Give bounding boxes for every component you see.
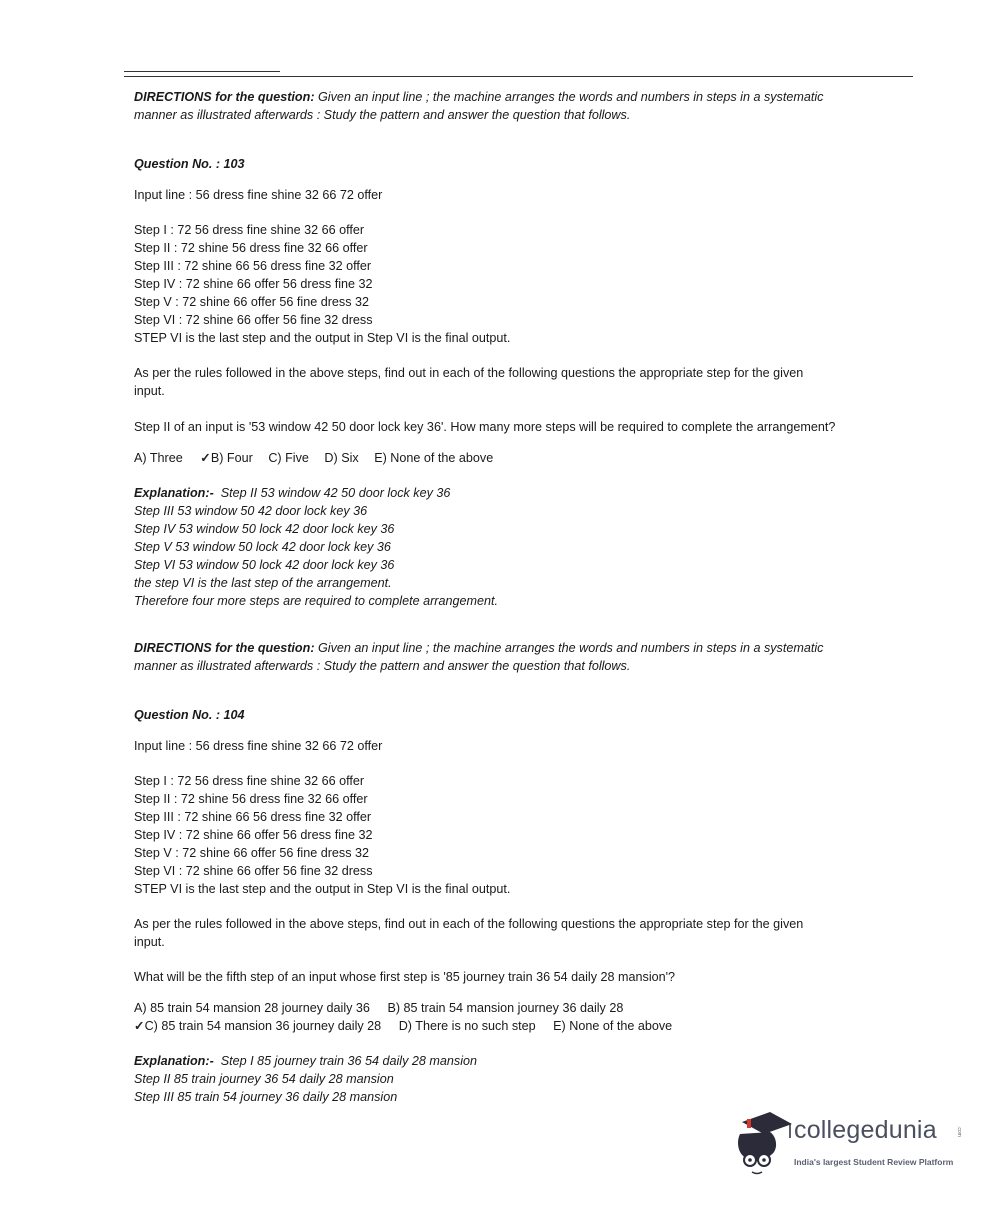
explanation-line (134, 484, 450, 502)
logo-tagline: India's largest Student Review Platform (794, 1157, 954, 1167)
option-e: E) None of the above (374, 451, 494, 465)
mascot-icon (734, 1108, 794, 1178)
explanation-line: Step V 53 window 50 lock 42 door lock key 36 (134, 540, 391, 554)
option-d: D) Six (324, 451, 359, 465)
option-b: B) 85 train 54 mansion journey 36 daily 28 (387, 1001, 624, 1015)
step-line: Step IV : 72 shine 66 offer 56 dress fine 32 (134, 828, 373, 842)
input-line: Input line : 56 dress fine shine 32 66 72 offer (134, 739, 383, 753)
answer-options (134, 1017, 672, 1035)
rules-text: input. (134, 384, 165, 398)
explanation-text: Step I 85 journey train 36 54 daily 28 mansion (220, 1054, 478, 1068)
logo-domain: .com (956, 1126, 962, 1137)
step-line: Step V : 72 shine 66 offer 56 fine dress 32 (134, 295, 370, 309)
directions-text: manner as illustrated afterwards : Study the pattern and answer the question that follows. (134, 659, 631, 673)
option-b: B) Four (210, 451, 253, 465)
explanation-line: Therefore four more steps are required to complete arrangement. (134, 594, 499, 608)
option-d: D) There is no such step (398, 1019, 536, 1033)
explanation-line: the step VI is the last step of the arrangement. (134, 576, 392, 590)
collegedunia-logo (734, 1108, 964, 1178)
explanation-label: Explanation:- (134, 1054, 214, 1068)
option-e: E) None of the above (553, 1019, 673, 1033)
explanation-line: Step III 53 window 50 42 door lock key 36 (134, 504, 368, 518)
step-line: Step VI : 72 shine 66 offer 56 fine 32 dress (134, 864, 373, 878)
directions-label: DIRECTIONS for the question: (134, 90, 315, 104)
directions-text: manner as illustrated afterwards : Study the pattern and answer the question that follows. (134, 108, 631, 122)
step-line: Step III : 72 shine 66 56 dress fine 32 offer (134, 810, 372, 824)
header-rule (124, 76, 913, 77)
option-a: A) Three (134, 451, 183, 465)
directions-text: Given an input line ; the machine arranges the words and numbers in steps in a systematic (318, 90, 824, 104)
step-line: Step II : 72 shine 56 dress fine 32 66 offer (134, 792, 368, 806)
question-number: Question No. : 104 (134, 708, 245, 722)
checkmark-icon: ✓ (134, 1019, 145, 1033)
step-line: Step IV : 72 shine 66 offer 56 dress fine 32 (134, 277, 373, 291)
question-text: Step II of an input is '53 window 42 50 door lock key 36'. How many more steps will be required to complete the arrangement? (134, 420, 836, 434)
explanation-line: Step VI 53 window 50 lock 42 door lock key 36 (134, 558, 395, 572)
answer-options (134, 999, 623, 1017)
question-number: Question No. : 103 (134, 157, 245, 171)
option-c: C) Five (268, 451, 309, 465)
explanation-line: Step IV 53 window 50 lock 42 door lock key 36 (134, 522, 395, 536)
question-text: What will be the fifth step of an input whose first step is '85 journey train 36 54 daily 28 mansion'? (134, 970, 676, 984)
rules-text: As per the rules followed in the above steps, find out in each of the following questions the appropriate step for the given (134, 917, 804, 931)
step-line: Step II : 72 shine 56 dress fine 32 66 offer (134, 241, 368, 255)
explanation-line (134, 1052, 477, 1070)
explanation-label: Explanation:- (134, 486, 214, 500)
directions (134, 88, 823, 106)
input-line: Input line : 56 dress fine shine 32 66 72 offer (134, 188, 383, 202)
step-line: STEP VI is the last step and the output in Step VI is the final output. (134, 331, 511, 345)
rules-text: input. (134, 935, 165, 949)
step-line: Step I : 72 56 dress fine shine 32 66 offer (134, 774, 365, 788)
header-rule-short (124, 71, 280, 72)
directions-label: DIRECTIONS for the question: (134, 641, 315, 655)
step-line: STEP VI is the last step and the output in Step VI is the final output. (134, 882, 511, 896)
explanation-line: Step III 85 train 54 journey 36 daily 28 mansion (134, 1090, 398, 1104)
step-line: Step I : 72 56 dress fine shine 32 66 offer (134, 223, 365, 237)
explanation-text: Step II 53 window 42 50 door lock key 36 (220, 486, 451, 500)
step-line: Step VI : 72 shine 66 offer 56 fine 32 dress (134, 313, 373, 327)
answer-options (134, 449, 493, 467)
directions-text: Given an input line ; the machine arranges the words and numbers in steps in a systematic (318, 641, 824, 655)
option-c: C) 85 train 54 mansion 36 journey daily 28 (144, 1019, 382, 1033)
step-line: Step III : 72 shine 66 56 dress fine 32 offer (134, 259, 372, 273)
checkmark-icon: ✓ (200, 451, 211, 465)
option-a: A) 85 train 54 mansion 28 journey daily 36 (134, 1001, 370, 1015)
step-line: Step V : 72 shine 66 offer 56 fine dress 32 (134, 846, 370, 860)
logo-wordmark: collegedunia (794, 1116, 937, 1144)
rules-text: As per the rules followed in the above steps, find out in each of the following questions the appropriate step for the given (134, 366, 804, 380)
explanation-line: Step II 85 train journey 36 54 daily 28 mansion (134, 1072, 394, 1086)
directions (134, 639, 823, 657)
